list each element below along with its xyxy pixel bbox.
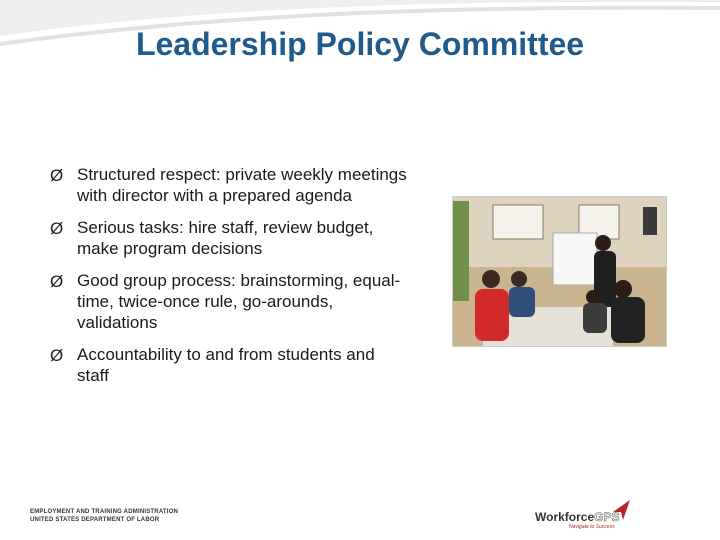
bullet-line: with director with a prepared agenda <box>77 186 352 205</box>
eta-line: EMPLOYMENT AND TRAINING ADMINISTRATION <box>30 509 179 515</box>
bullet-item <box>50 270 450 333</box>
bullet-item <box>50 164 450 206</box>
bullet-line: Good group process: brainstorming, equal- <box>77 271 401 290</box>
bullet-line: Serious tasks: hire staff, review budget, <box>77 218 374 237</box>
arrow-bullet-icon: Ø <box>50 219 64 238</box>
meeting-photo <box>452 196 667 347</box>
arrow-bullet-icon: Ø <box>50 346 64 365</box>
bullet-list <box>50 164 450 397</box>
slide-title: Leadership Policy Committee <box>135 26 585 62</box>
arrow-bullet-icon: Ø <box>50 272 64 291</box>
wf-prefix: Workforce <box>535 510 595 524</box>
bullet-item <box>50 344 450 386</box>
eta-logo <box>30 508 178 524</box>
bullet-line: Structured respect: private weekly meetings <box>77 165 407 184</box>
bullet-line: make program decisions <box>77 239 263 258</box>
wf-tagline: Navigate to Success <box>569 524 615 530</box>
workforcegps-logo <box>535 498 655 532</box>
bullet-line: time, twice-once rule, go-arounds, <box>77 292 334 311</box>
bullet-line: staff <box>77 366 109 385</box>
gps-arrow-icon <box>611 498 631 522</box>
bullet-line: validations <box>77 313 158 332</box>
eta-line: UNITED STATES DEPARTMENT OF LABOR <box>30 517 160 523</box>
bullet-item <box>50 217 450 259</box>
wf-suffix: GPS <box>594 510 620 524</box>
arrow-bullet-icon: Ø <box>50 166 64 185</box>
bullet-line: Accountability to and from students and <box>77 345 375 364</box>
